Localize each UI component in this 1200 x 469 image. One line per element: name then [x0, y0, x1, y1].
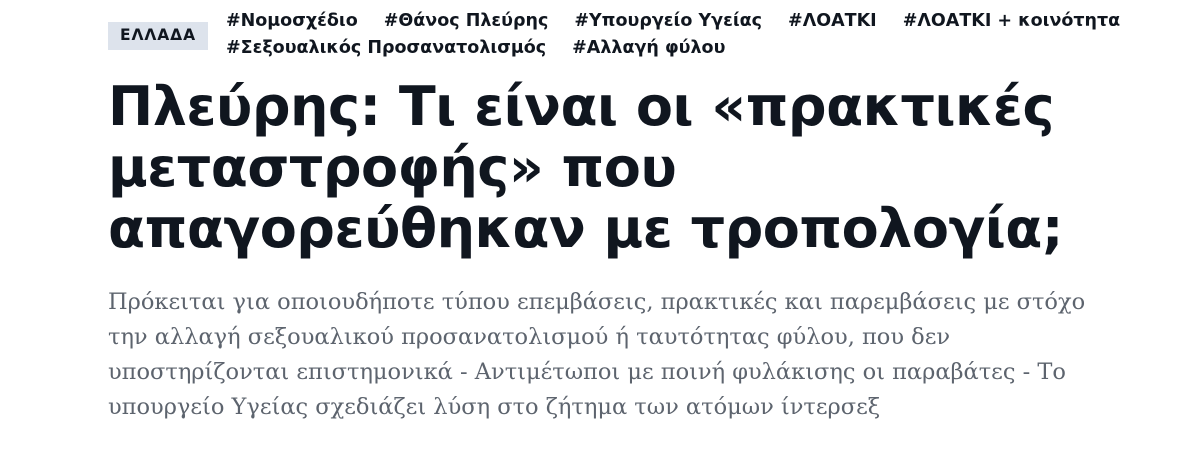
- category-badge[interactable]: ΕΛΛΑΔΑ: [108, 22, 208, 50]
- tag-list: [226, 6, 1200, 62]
- tag-item[interactable]: #ΛΟΑΤΚΙ + κοινότητα: [902, 11, 1121, 31]
- tag-item[interactable]: #Υπουργείο Υγείας: [574, 11, 763, 31]
- tag-item[interactable]: #Νομοσχέδιο: [225, 11, 358, 31]
- article-standfirst: Πρόκειται για οποιουδήποτε τύπου επεμβάσεις, πρακτικές και παρεμβάσεις με στόχο την αλλαγή σεξουαλικού προσανατολισμού ή ταυτότητας φύλου, που δεν υποστηρίζονται επιστημονικά - Αντιμέτωποι με ποινή φυλάκισης οι παραβάτες - Το υπουργείο Υγείας σχεδιάζει λύση στο ζήτημα των ατόμων ίντερσεξ: [108, 289, 1086, 420]
- page-title: Πλεύρης: Τι είναι οι «πρακτικές μεταστροφής» που απαγορεύθηκαν με τροπολογία;: [108, 75, 1063, 261]
- tag-item[interactable]: #ΛΟΑΤΚΙ: [788, 11, 877, 31]
- tag-item[interactable]: #Σεξουαλικός Προσανατολισμός: [225, 38, 547, 59]
- article-meta-row: [0, 0, 1200, 62]
- tag-item[interactable]: #Θάνος Πλεύρης: [383, 11, 549, 31]
- tag-item[interactable]: #Αλλαγή φύλου: [572, 38, 726, 59]
